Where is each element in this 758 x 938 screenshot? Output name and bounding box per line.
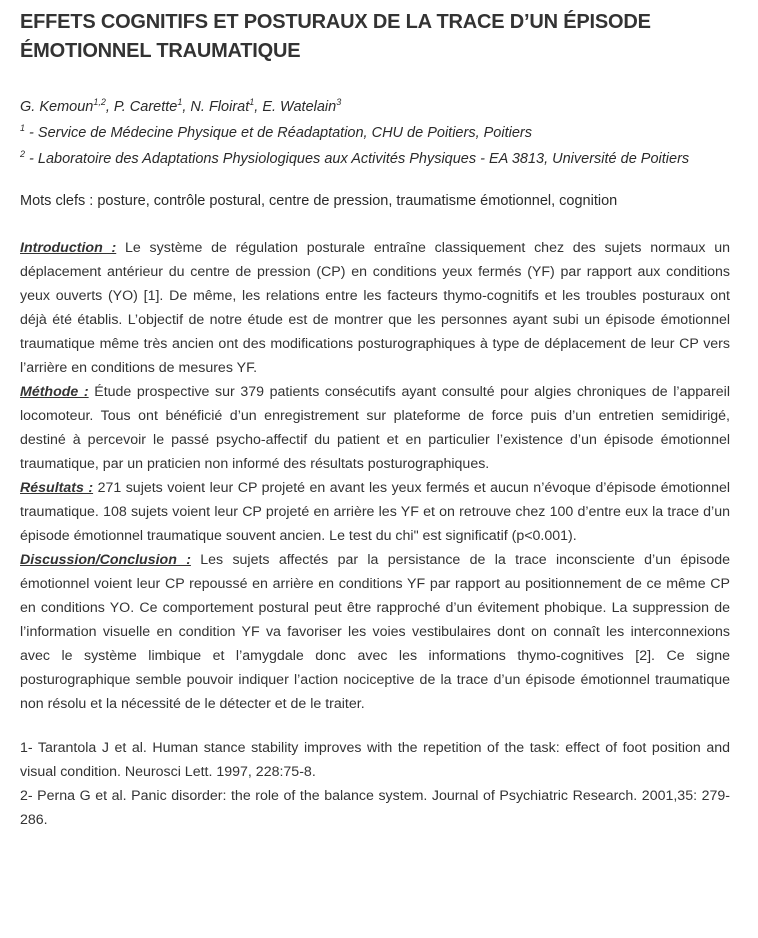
section-heading: Introduction : — [20, 240, 117, 256]
author-affiliation-marker: 1 — [177, 97, 183, 108]
references-list — [20, 736, 730, 832]
section-heading: Discussion/Conclusion : — [20, 552, 191, 568]
section-heading: Méthode : — [20, 384, 89, 400]
author-line: G. Kemoun$^{1,2}$, P. Carette$^1$, N. Floirat$^1$, E. Watelain$^3$ — [20, 97, 342, 115]
keywords-line: Mots clefs : posture, contrôle postural, centre de pression, traumatisme émotionnel, cognition — [20, 193, 618, 209]
abstract-body — [20, 236, 730, 716]
author-name: P. Carette — [113, 99, 178, 115]
affiliation-line — [20, 120, 730, 146]
section-text: Étude prospective sur 379 patients consécutifs ayant consulté pour algies chroniques de l’appareil locomoteur. Tous ont bénéficié d’un enregistrement sur plateforme de force puis d’un entretien semidirigé, destiné à percevoir le passé psycho-affectif du patient et en particulier l’existence d’un épisode émotionnel traumatique, par un praticien non informé des résultats posturographiques. — [20, 384, 730, 472]
author-name: N. Floirat — [190, 99, 250, 115]
article-title: EFFETS COGNITIFS ET POSTURAUX DE LA TRACE D’UN ÉPISODE ÉMOTIONNEL TRAUMATIQUE — [20, 11, 651, 62]
author-name: E. Watelain — [262, 99, 337, 115]
author-name: G. Kemoun — [20, 99, 94, 115]
reference-item: 1- Tarantola J et al. Human stance stability improves with the repetition of the task: effect of foot position and visual condition. Neurosci Lett. 1997, 228:75-8. — [20, 740, 730, 780]
section-introduction — [20, 236, 730, 380]
affiliation-text: - Service de Médecine Physique et de Réadaptation, CHU de Poitiers, Poitiers — [29, 125, 532, 141]
author-affiliation-marker: 1,2 — [93, 97, 106, 108]
section-heading: Résultats : — [20, 480, 94, 496]
author-affiliation-marker: 3 — [336, 97, 342, 108]
affiliation-line — [20, 146, 730, 172]
section-discussion — [20, 548, 730, 716]
author-affiliation-marker: 1 — [249, 97, 255, 108]
affiliation-text: - Laboratoire des Adaptations Physiologiques aux Activités Physiques - EA 3813, Université de Poitiers — [29, 151, 690, 167]
reference-item: 2- Perna G et al. Panic disorder: the role of the balance system. Journal of Psychiatric Research. 2001,35: 279-286. — [20, 788, 730, 828]
section-resultats — [20, 476, 730, 548]
section-text: 271 sujets voient leur CP projeté en avant les yeux fermés et aucun n’évoque d’épisode émotionnel traumatique. 108 sujets voient leur CP projeté en arrière les YF et on retrouve chez 100 d’entre eux la trace d’un épisode émotionnel traumatique souvent ancien. Le test du chi" est significatif (p<0.001). — [20, 480, 730, 544]
section-text: Les sujets affectés par la persistance de la trace inconsciente d’un épisode émotionnel voient leur CP repoussé en arrière en conditions YF par rapport au positionnement de ce même CP en conditions YO. Ce comportement postural peut être rapproché d’un évitement phobique. La suppression de l’information visuelle en condition YF va favoriser les voies vestibulaires dont on connaît les interconnexions avec le système limbique et l’amygdale donc avec les informations thymo-cognitives [2]. Ce signe posturographique semble pouvoir indiquer l’action nociceptive de la trace d’un épisode émotionnel traumatique non résolu et la nécessité de le détecter et de le traiter. — [20, 552, 730, 712]
affiliation-number: 2 — [20, 149, 26, 160]
section-text: Le système de régulation posturale entraîne classiquement chez des sujets normaux un déplacement antérieur du centre de pression (CP) en conditions yeux fermés (YF) par rapport aux conditions yeux ouverts (YO) [1]. De même, les relations entre les facteurs thymo-cognitifs et les troubles posturaux ont déjà été établis. L’objectif de notre étude est de montrer que les personnes ayant subi un épisode émotionnel traumatique même très ancien ont des modifications posturographiques à type de déplacement de leur CP vers l’arrière en conditions de mesures YF. — [20, 240, 730, 376]
author-block — [20, 94, 730, 172]
affiliation-number: 1 — [20, 123, 26, 134]
section-methode — [20, 380, 730, 476]
